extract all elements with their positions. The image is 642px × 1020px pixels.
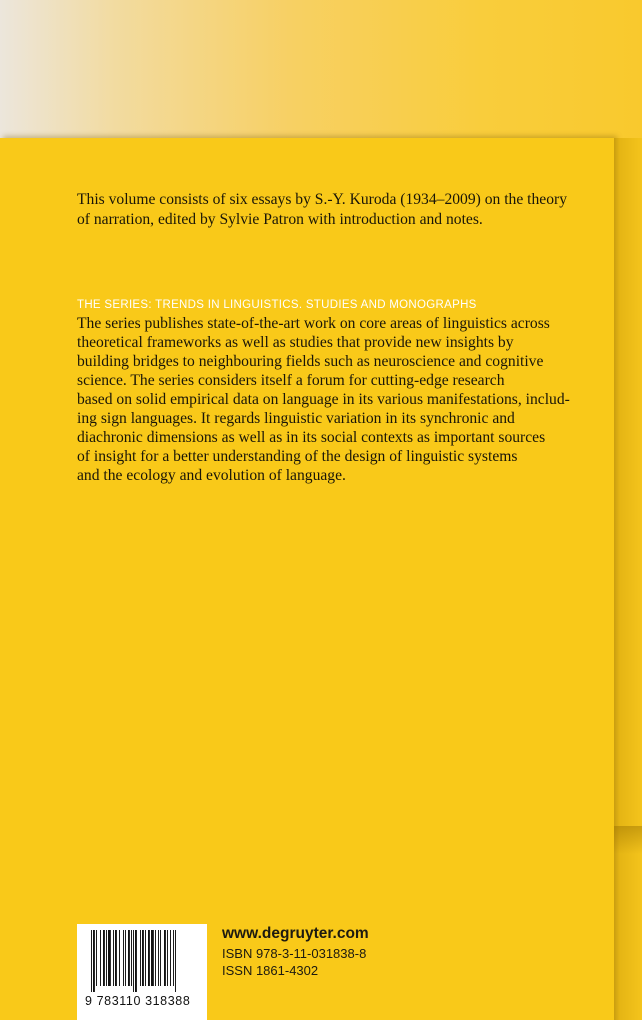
series-heading: THE SERIES: TRENDS IN LINGUISTICS. STUDIES AND MONOGRAPHS [77, 299, 477, 311]
barcode-bar [125, 930, 126, 986]
series-line: and the ecology and evolution of language. [77, 467, 346, 484]
issn: ISSN 1861-4302 [222, 963, 319, 978]
barcode [77, 924, 207, 1020]
barcode-bar [106, 930, 107, 986]
barcode-bar [170, 930, 171, 986]
barcode-bar [96, 930, 97, 986]
publisher-url: www.degruyter.com [222, 925, 369, 942]
barcode-bar [103, 930, 105, 986]
isbn: ISBN 978-3-11-031838-8 [222, 946, 367, 961]
barcode-bar [160, 930, 161, 986]
series-line: The series publishes state-of-the-art work on core areas of linguistics across [77, 315, 550, 332]
barcode-bar [167, 930, 168, 986]
series-line: ing sign languages. It regards linguistic variation in its synchronic and [77, 410, 515, 427]
series-line: science. The series considers itself a forum for cutting-edge research [77, 372, 505, 389]
barcode-bar [175, 930, 176, 992]
series-line: based on solid empirical data on language in its various manifestations, includ- [77, 391, 570, 408]
barcode-bar [131, 930, 132, 986]
barcode-bar [148, 930, 150, 986]
series-line: of insight for a better understanding of the design of linguistic systems [77, 448, 518, 465]
barcode-bar [128, 930, 130, 986]
series-line: building bridges to neighbouring fields such as neuroscience and cognitive [77, 353, 544, 370]
barcode-bar [135, 930, 137, 992]
barcode-bar [164, 930, 166, 986]
barcode-bar [108, 930, 111, 986]
barcode-bar [145, 930, 146, 986]
barcode-bar [173, 930, 174, 986]
barcode-bar [91, 930, 92, 992]
barcode-bar [93, 930, 95, 992]
barcode-bar [155, 930, 156, 986]
intro-text: This volume consists of six essays by S.-Y. Kuroda (1934–2009) on the theory of narration, edited by Sylvie Patron with introduction and notes. [77, 191, 568, 228]
barcode-bar [100, 930, 101, 986]
barcode-bar [133, 930, 134, 992]
barcode-bar [158, 930, 159, 986]
barcode-bars [91, 930, 195, 992]
barcode-bar [142, 930, 144, 986]
series-line: diachronic dimensions as well as in its social contexts as important sources [77, 429, 546, 446]
barcode-digits: 9 783110 318388 [85, 994, 191, 1008]
series-line: theoretical frameworks as well as studies that provide new insights by [77, 334, 514, 351]
cover-edge-shadow [614, 826, 642, 854]
barcode-bar [115, 930, 117, 986]
series-description [77, 314, 577, 485]
back-cover [0, 138, 614, 1020]
barcode-bar [151, 930, 154, 986]
barcode-bar [113, 930, 114, 986]
cover-edge [614, 138, 642, 1020]
barcode-bar [140, 930, 141, 986]
barcode-bar [119, 930, 120, 986]
barcode-bar [123, 930, 124, 986]
